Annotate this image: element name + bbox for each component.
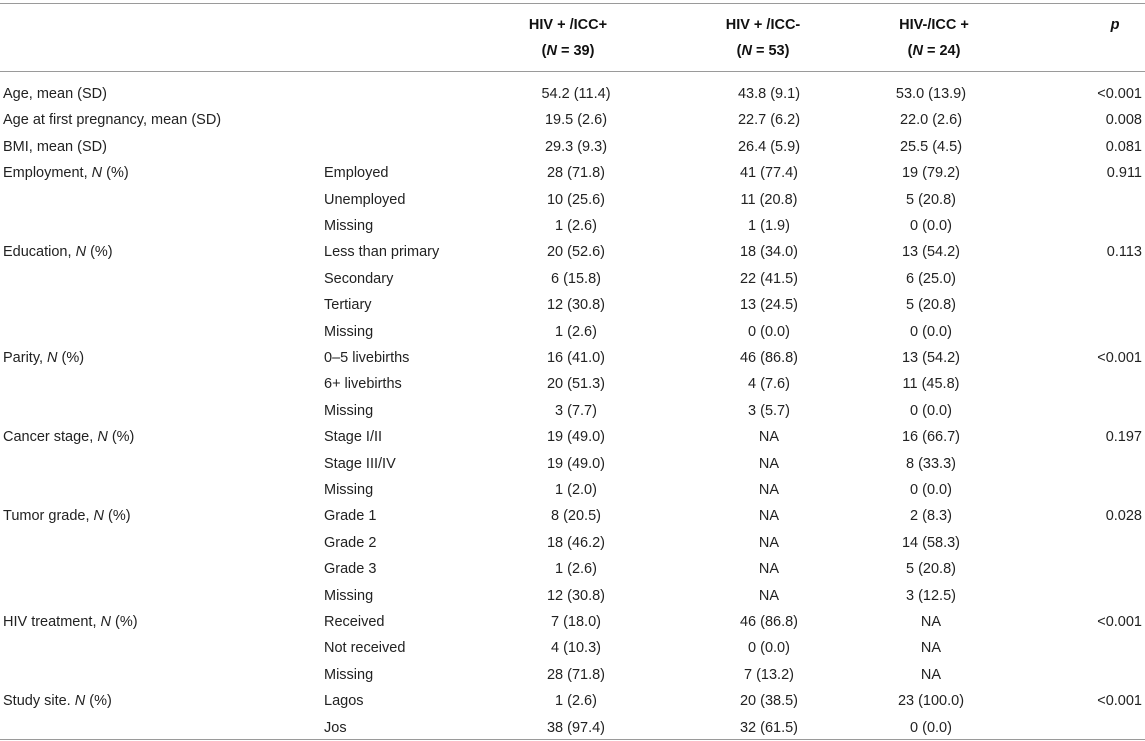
cell-hiv-pos-icc-pos: 7 (18.0) xyxy=(551,614,601,630)
cell-hiv-pos-icc-pos: 54.2 (11.4) xyxy=(541,86,611,102)
header-hiv-pos-icc-pos xyxy=(468,12,668,64)
row-category: Missing xyxy=(324,666,374,683)
cell-hiv-neg-icc-pos: 53.0 (13.9) xyxy=(895,86,967,102)
cell-hiv-neg-icc-pos: 16 (66.7) xyxy=(901,429,961,446)
row-category: Grade 2 xyxy=(324,534,377,551)
cell-p-value: 0.081 xyxy=(1105,138,1142,155)
cell-hiv-pos-icc-neg: 26.4 (5.9) xyxy=(737,138,801,155)
table-row xyxy=(0,319,1145,345)
table-row xyxy=(0,688,1145,714)
row-label: Study site. N (%) xyxy=(3,693,112,710)
cell-hiv-pos-icc-pos: 18 (46.2) xyxy=(546,534,606,551)
cell-hiv-pos-icc-neg: 0 (0.0) xyxy=(748,323,790,340)
cell-p-value: <0.001 xyxy=(1097,693,1142,710)
cell-p-value: 0.911 xyxy=(1106,165,1142,182)
table-row xyxy=(0,187,1145,213)
cell-hiv-pos-icc-pos: 28 (71.8) xyxy=(546,165,606,182)
table-row xyxy=(0,609,1145,635)
cell-hiv-pos-icc-pos: 38 (97.4) xyxy=(546,719,606,736)
cell-hiv-neg-icc-pos: 5 (20.8) xyxy=(906,297,956,314)
cell-hiv-pos-icc-neg: 22 (41.5) xyxy=(739,270,799,287)
cell-hiv-pos-icc-pos: 20 (52.6) xyxy=(546,244,606,261)
cell-hiv-neg-icc-pos: 5 (20.8) xyxy=(906,191,956,208)
cell-hiv-pos-icc-pos: 1 (2.6) xyxy=(555,693,597,710)
header-col2-line2: (N = 53) xyxy=(736,43,790,59)
row-label: HIV treatment, N (%) xyxy=(3,614,138,630)
cell-hiv-pos-icc-pos: 6 (15.8) xyxy=(551,270,601,287)
table-row xyxy=(0,239,1145,265)
row-category: Secondary xyxy=(324,270,394,287)
table-row xyxy=(0,556,1145,582)
cell-hiv-pos-icc-pos: 12 (30.8) xyxy=(546,587,606,604)
cell-hiv-pos-icc-pos: 19 (49.0) xyxy=(546,455,606,472)
cell-hiv-pos-icc-neg: NA xyxy=(758,587,780,604)
row-category: Not received xyxy=(324,640,406,657)
cell-hiv-pos-icc-neg: 43.8 (9.1) xyxy=(737,86,801,102)
cell-hiv-neg-icc-pos: 8 (33.3) xyxy=(906,455,956,472)
row-category: Tertiary xyxy=(324,297,372,314)
cell-hiv-neg-icc-pos: 0 (0.0) xyxy=(910,719,952,736)
row-category: Missing xyxy=(324,323,374,340)
cell-hiv-pos-icc-pos: 19 (49.0) xyxy=(546,429,606,446)
cell-hiv-pos-icc-neg: 1 (1.9) xyxy=(748,218,790,234)
cell-hiv-pos-icc-pos: 8 (20.5) xyxy=(551,508,601,525)
cell-hiv-pos-icc-pos: 19.5 (2.6) xyxy=(544,112,608,129)
table-row xyxy=(0,715,1145,741)
row-category: Missing xyxy=(324,218,374,234)
header-col3-line1: HIV-/ICC + xyxy=(899,17,969,33)
cell-hiv-pos-icc-pos: 1 (2.6) xyxy=(555,561,597,578)
row-category: Jos xyxy=(324,719,347,736)
cell-hiv-pos-icc-neg: 7 (13.2) xyxy=(744,666,794,683)
header-col1-line2: (N = 39) xyxy=(541,43,595,59)
cell-hiv-neg-icc-pos: 19 (79.2) xyxy=(901,165,961,182)
table-row xyxy=(0,477,1145,503)
cell-hiv-neg-icc-pos: 14 (58.3) xyxy=(901,534,961,551)
cell-p-value: <0.001 xyxy=(1097,86,1142,102)
cell-hiv-pos-icc-pos: 16 (41.0) xyxy=(546,350,606,366)
cell-hiv-pos-icc-neg: 20 (38.5) xyxy=(739,693,799,710)
cell-hiv-neg-icc-pos: 23 (100.0) xyxy=(897,693,965,710)
cell-hiv-neg-icc-pos: 3 (12.5) xyxy=(906,587,956,604)
table-row xyxy=(0,160,1145,186)
cell-hiv-neg-icc-pos: NA xyxy=(920,614,942,630)
cell-hiv-pos-icc-pos: 12 (30.8) xyxy=(546,297,606,314)
header-rule xyxy=(0,71,1145,72)
cell-hiv-pos-icc-neg: 13 (24.5) xyxy=(739,297,799,314)
header-hiv-neg-icc-pos xyxy=(834,12,1034,64)
cell-p-value: 0.028 xyxy=(1105,508,1142,525)
row-category: Unemployed xyxy=(324,191,406,208)
cell-hiv-pos-icc-neg: NA xyxy=(758,455,780,472)
header-col3-line2: (N = 24) xyxy=(907,43,961,59)
cell-hiv-neg-icc-pos: 22.0 (2.6) xyxy=(899,112,963,129)
table-row xyxy=(0,398,1145,424)
cell-hiv-pos-icc-neg: NA xyxy=(758,561,780,578)
table-row xyxy=(0,451,1145,477)
cell-hiv-neg-icc-pos: 13 (54.2) xyxy=(901,350,961,366)
top-rule xyxy=(0,3,1145,4)
row-label: Age at first pregnancy, mean (SD) xyxy=(3,112,222,129)
cell-hiv-pos-icc-pos: 28 (71.8) xyxy=(546,666,606,683)
table-row xyxy=(0,424,1145,450)
table-row xyxy=(0,345,1145,371)
cell-hiv-pos-icc-pos: 10 (25.6) xyxy=(546,191,606,208)
cell-hiv-neg-icc-pos: NA xyxy=(920,666,942,683)
cell-hiv-neg-icc-pos: NA xyxy=(920,640,942,657)
row-category: Less than primary xyxy=(324,244,440,261)
cell-hiv-neg-icc-pos: 11 (45.8) xyxy=(902,376,960,393)
table-row xyxy=(0,292,1145,318)
cell-p-value: <0.001 xyxy=(1097,350,1142,366)
cell-hiv-pos-icc-neg: 11 (20.8) xyxy=(740,191,798,208)
cell-p-value: 0.008 xyxy=(1105,112,1142,129)
cell-hiv-pos-icc-neg: 41 (77.4) xyxy=(739,165,799,182)
cell-hiv-pos-icc-neg: 4 (7.6) xyxy=(748,376,790,393)
cell-hiv-pos-icc-pos: 1 (2.6) xyxy=(555,218,597,234)
row-category: Lagos xyxy=(324,693,364,710)
row-label: Cancer stage, N (%) xyxy=(3,429,135,446)
row-category: Stage I/II xyxy=(324,429,383,446)
cell-hiv-pos-icc-pos: 1 (2.0) xyxy=(555,482,597,498)
cell-hiv-pos-icc-neg: NA xyxy=(758,534,780,551)
cell-hiv-pos-icc-neg: NA xyxy=(758,482,780,498)
cell-hiv-neg-icc-pos: 0 (0.0) xyxy=(910,402,952,419)
cell-hiv-pos-icc-pos: 3 (7.7) xyxy=(555,402,597,419)
header-col1-line1: HIV + /ICC+ xyxy=(528,17,608,33)
header-p-value: p xyxy=(1110,17,1120,33)
table-row xyxy=(0,530,1145,556)
cell-p-value: 0.197 xyxy=(1105,429,1142,446)
header-hiv-pos-icc-neg xyxy=(663,12,863,64)
cell-hiv-pos-icc-neg: 32 (61.5) xyxy=(739,719,799,736)
cell-hiv-neg-icc-pos: 13 (54.2) xyxy=(901,244,961,261)
row-category: Stage III/IV xyxy=(324,455,396,472)
header-col2-line1: HIV + /ICC- xyxy=(725,17,801,33)
row-label: Age, mean (SD) xyxy=(3,86,107,102)
cell-p-value: <0.001 xyxy=(1097,614,1142,630)
table-row xyxy=(0,503,1145,529)
row-category: Received xyxy=(324,614,385,630)
row-label: Parity, N (%) xyxy=(3,350,85,366)
row-category: Grade 3 xyxy=(324,561,377,578)
cell-hiv-pos-icc-pos: 20 (51.3) xyxy=(546,376,606,393)
cell-hiv-neg-icc-pos: 6 (25.0) xyxy=(906,270,956,287)
row-category: Missing xyxy=(324,482,374,498)
row-category: 6+ livebirths xyxy=(324,376,402,393)
table-row xyxy=(0,81,1145,107)
row-label: Education, N (%) xyxy=(3,244,113,261)
cell-hiv-pos-icc-neg: 22.7 (6.2) xyxy=(737,112,801,129)
row-label: Tumor grade, N (%) xyxy=(3,508,131,525)
cell-hiv-pos-icc-pos: 29.3 (9.3) xyxy=(544,138,608,155)
cell-hiv-pos-icc-neg: 46 (86.8) xyxy=(739,614,799,630)
cell-hiv-pos-icc-neg: 46 (86.8) xyxy=(739,350,799,366)
row-category: Missing xyxy=(324,587,374,604)
table-row xyxy=(0,662,1145,688)
table-row xyxy=(0,371,1145,397)
cell-hiv-pos-icc-neg: 3 (5.7) xyxy=(748,402,790,419)
cell-hiv-pos-icc-neg: 18 (34.0) xyxy=(739,244,799,261)
cell-hiv-neg-icc-pos: 0 (0.0) xyxy=(910,323,952,340)
cell-hiv-neg-icc-pos: 2 (8.3) xyxy=(910,508,952,525)
cell-hiv-neg-icc-pos: 0 (0.0) xyxy=(910,482,952,498)
row-category: Employed xyxy=(324,165,389,182)
row-category: Grade 1 xyxy=(324,508,377,525)
row-category: Missing xyxy=(324,402,374,419)
row-label: BMI, mean (SD) xyxy=(3,138,107,155)
cell-hiv-neg-icc-pos: 0 (0.0) xyxy=(910,218,952,234)
cell-hiv-pos-icc-neg: 0 (0.0) xyxy=(748,640,790,657)
cell-hiv-pos-icc-pos: 4 (10.3) xyxy=(551,640,601,657)
cell-hiv-pos-icc-pos: 1 (2.6) xyxy=(555,323,597,340)
table-row xyxy=(0,134,1145,160)
cell-hiv-neg-icc-pos: 5 (20.8) xyxy=(906,561,956,578)
row-category: 0–5 livebirths xyxy=(324,350,410,366)
cell-hiv-pos-icc-neg: NA xyxy=(758,429,780,446)
cell-hiv-neg-icc-pos: 25.5 (4.5) xyxy=(899,138,963,155)
table-row xyxy=(0,266,1145,292)
table-row xyxy=(0,107,1145,133)
cell-p-value: 0.113 xyxy=(1106,244,1142,261)
table-row xyxy=(0,583,1145,609)
cell-hiv-pos-icc-neg: NA xyxy=(758,508,780,525)
table-row xyxy=(0,635,1145,661)
row-label: Employment, N (%) xyxy=(3,165,129,182)
table-row xyxy=(0,213,1145,239)
